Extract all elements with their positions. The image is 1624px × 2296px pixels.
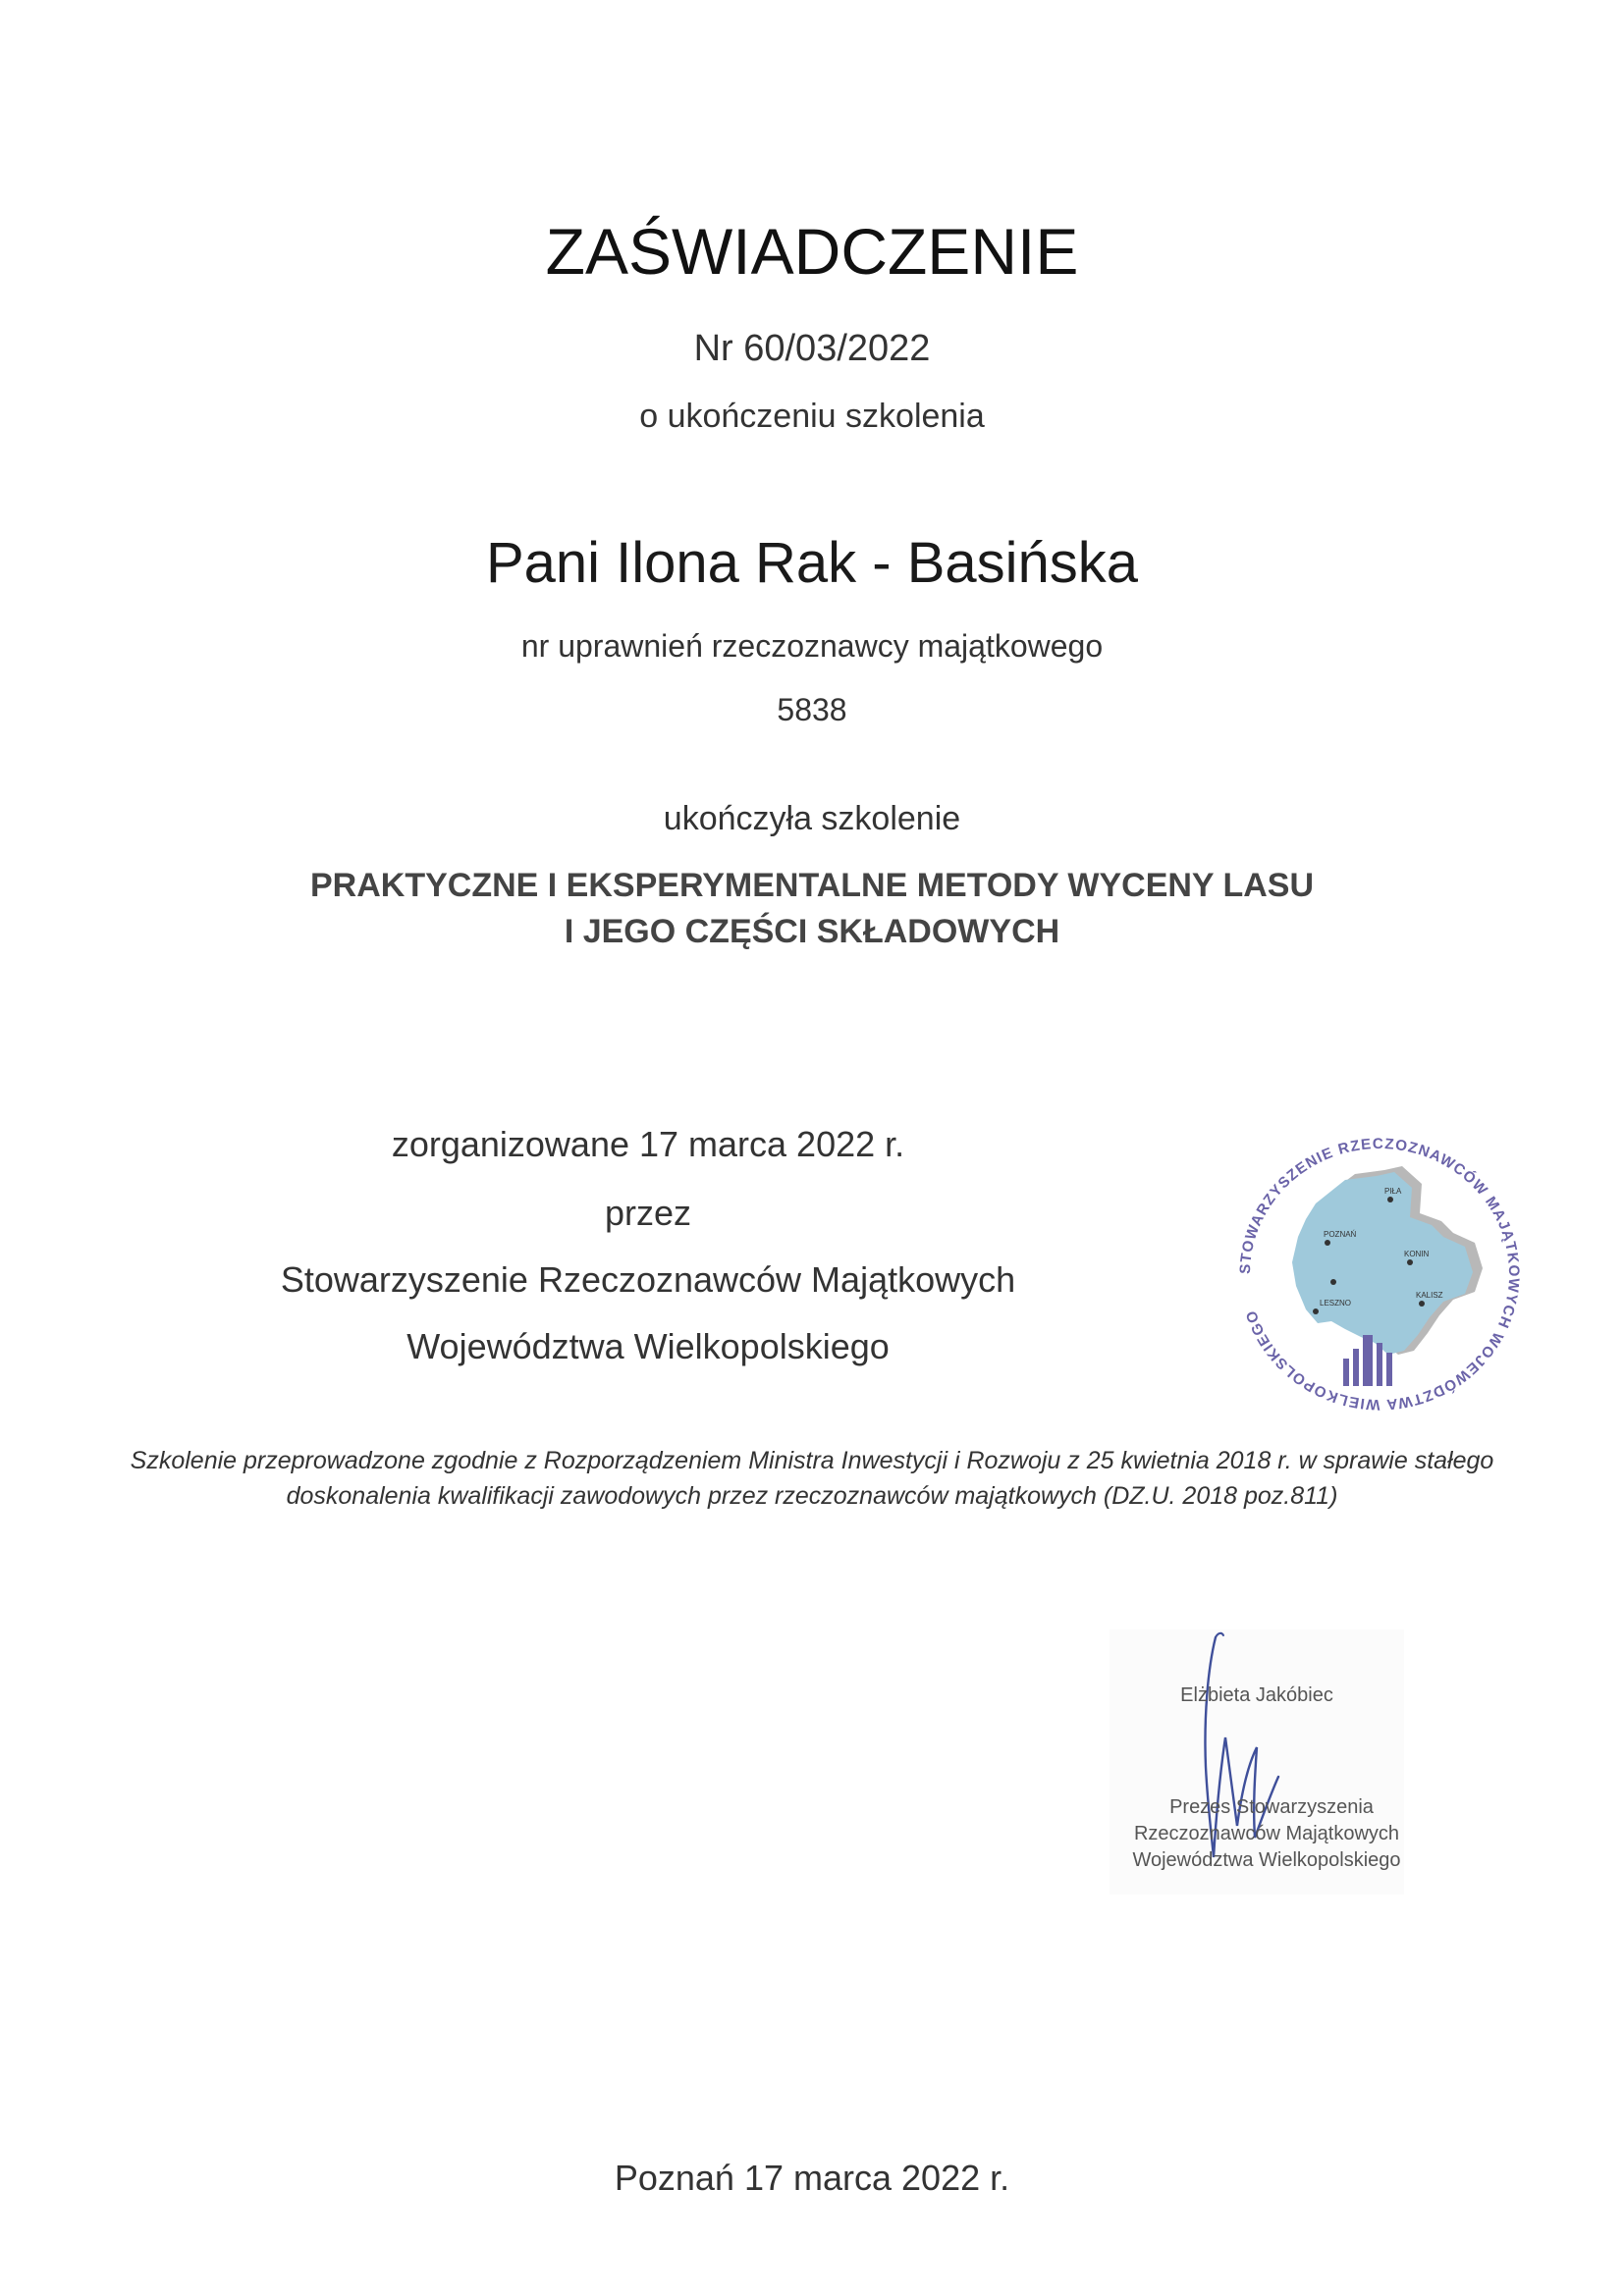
organized-by-label: przez [604,1193,692,1233]
course-title-line-1: PRAKTYCZNE I EKSPERYMENTALNE METODY WYCENY LASU [310,867,1314,904]
region-map [1292,1172,1473,1355]
svg-text:PIŁA: PIŁA [1384,1187,1402,1196]
svg-text:KALISZ: KALISZ [1416,1291,1443,1300]
organizer-name-line-1: Stowarzyszenie Rzeczoznawców Majątkowych [280,1259,1016,1300]
license-number: 5838 [777,692,847,727]
legal-basis-line-2: doskonalenia kwalifikacji zawodowych przez rzeczoznawców majątkowych (DZ.U. 2018 poz.811) [286,1482,1338,1510]
signer-title-line-2: Rzeczoznawców Majątkowych [1133,1823,1400,1844]
svg-text:POZNAŃ: POZNAŃ [1324,1230,1357,1239]
course-title-line-2: I JEGO CZĘŚCI SKŁADOWYCH [564,913,1060,950]
svg-text:STOWARZYSZENIE RZECZOZNAWCÓW M: STOWARZYSZENIE RZECZOZNAWCÓW MAJĄTKOWYCH WOJEWÓDZTWA WIELKOPOLSKIEGO [1236,1135,1523,1414]
signer-title-line-3: Województwa Wielkopolskiego [1132,1849,1401,1871]
certificate-title: ZAŚWIADCZENIE [545,215,1079,288]
organized-date: zorganizowane 17 marca 2022 r. [391,1124,905,1164]
certificate-subtitle: o ukończeniu szkolenia [639,398,985,435]
signer-title-line-1: Prezes Stowarzyszenia [1169,1796,1374,1818]
certificate-number: Nr 60/03/2022 [693,328,931,369]
place-and-date: Poznań 17 marca 2022 r. [614,2158,1010,2198]
license-label: nr uprawnień rzeczoznawcy majątkowego [520,628,1104,664]
completed-text: ukończyła szkolenie [663,800,961,837]
signer-name: Elżbieta Jakóbiec [1180,1684,1333,1706]
svg-text:LESZNO: LESZNO [1320,1299,1352,1308]
association-seal-graphic [1218,1127,1542,1421]
organizer-name-line-2: Województwa Wielkopolskiego [406,1326,890,1366]
signature-block [1110,1629,1404,1895]
legal-basis-line-1: Szkolenie przeprowadzone zgodnie z Rozporządzeniem Ministra Inwestycji i Rozwoju z 25 kwietnia 2018 r. w sprawie stałego [130,1447,1494,1474]
svg-text:KONIN: KONIN [1404,1250,1430,1258]
association-seal [1218,1127,1542,1421]
recipient-name: Pani Ilona Rak - Basińska [485,531,1139,595]
